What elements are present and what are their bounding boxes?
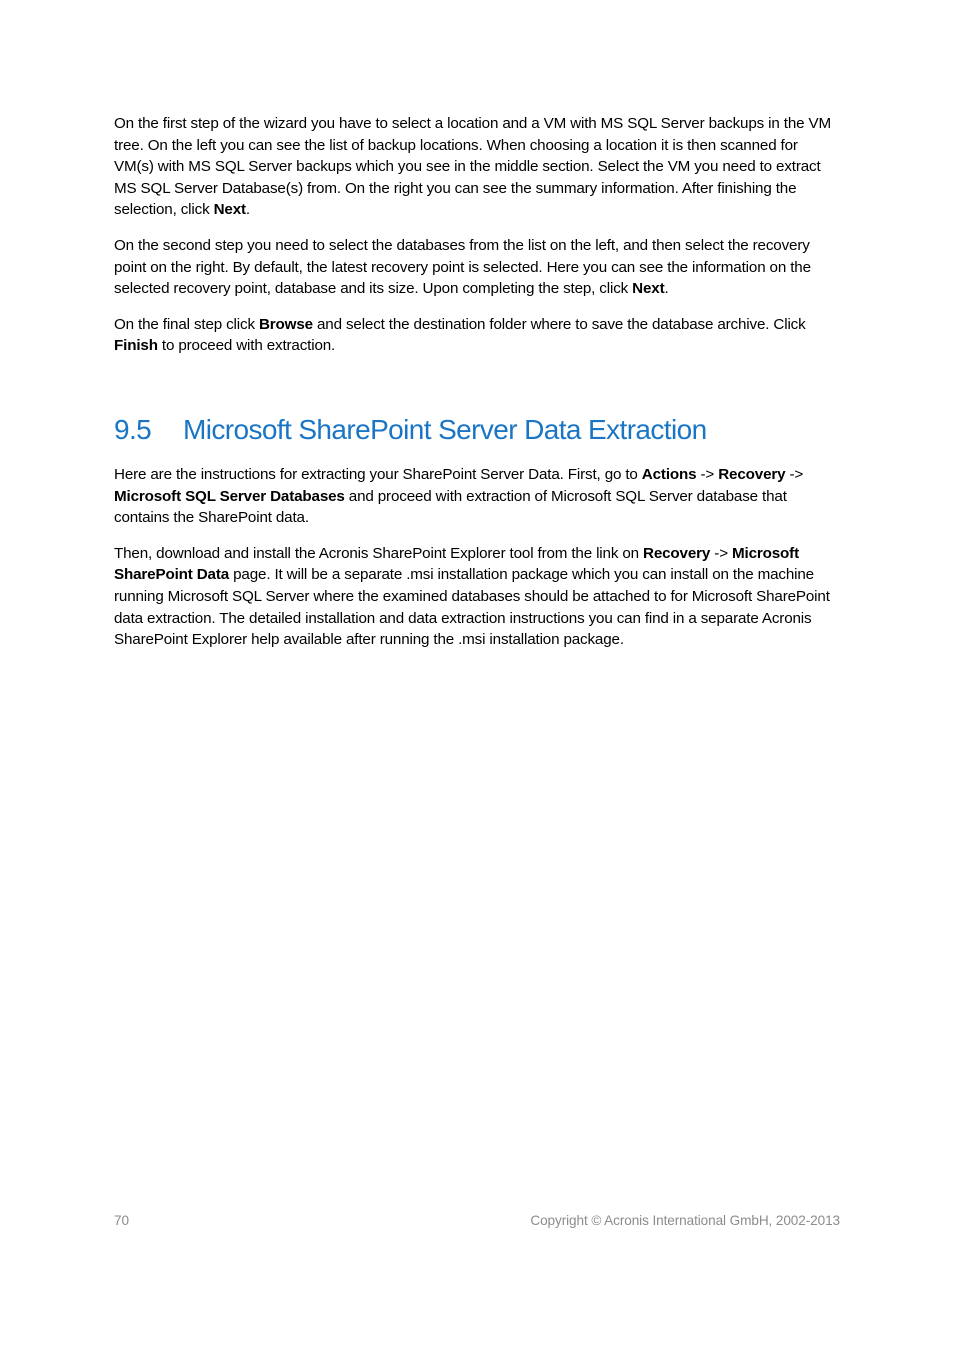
text-run: On the final step click: [114, 315, 259, 333]
text-run: and select the destination folder where to save the database archive. Click: [312, 315, 806, 333]
paragraph-wizard-final-step: [114, 314, 836, 357]
paragraph-wizard-step-1: [114, 113, 836, 221]
text-run: and proceed with extraction of Microsoft SQL Server database that contains the SharePoint data.: [114, 487, 787, 527]
section-title: Microsoft SharePoint Server Data Extraction: [183, 413, 707, 445]
text-run: to proceed with extraction.: [157, 337, 336, 355]
bold-browse: Browse: [258, 315, 313, 333]
text-run: Here are the instructions for extracting your SharePoint Server Data. First, go to: [114, 465, 642, 483]
bold-finish: Finish: [114, 337, 158, 355]
page-number: 70: [114, 1213, 130, 1228]
text-run: page. It will be a separate .msi installation package which you can install on the machine running Microsoft SQL Server where the examined databases should be attached to for Microsoft SharePoint data extraction. The detailed installation and data extraction instructions you can find in a separate Acronis SharePoint Explorer help available after running the .msi installation package.: [114, 566, 830, 649]
bold-sharepoint-data: Microsoft SharePoint Data: [114, 544, 799, 584]
page-content: [114, 113, 836, 665]
paragraph-sharepoint-intro: [114, 464, 836, 529]
paragraph-wizard-step-2: [114, 235, 836, 300]
section-number: 9.5: [114, 413, 152, 445]
bold-mssql-databases: Microsoft SQL Server Databases: [114, 487, 345, 505]
section-heading: [114, 410, 836, 450]
bold-recovery: Recovery: [718, 465, 786, 483]
text-run: .: [245, 201, 250, 219]
text-run: ->: [710, 544, 732, 562]
text-run: On the second step you need to select the databases from the list on the left, and then select the recovery point on the right. By default, the latest recovery point is selected. Here you can see the information on the selected recovery point, database and its size. Upon completing the step, click: [114, 236, 811, 298]
text-run: ->: [785, 465, 804, 483]
bold-recovery: Recovery: [643, 544, 711, 562]
text-run: On the first step of the wizard you have to select a location and a VM with MS SQL Server backups in the VM tree. On the left you can see the list of backup locations. When choosing a location it is then scanned for VM(s) with MS SQL Server backups which you see in the middle section. Select the VM you need to extract MS SQL Server Database(s) from. On the right you can see the summary information. After finishing the selection, click: [114, 115, 831, 219]
bold-actions: Actions: [641, 465, 697, 483]
text-run: Then, download and install the Acronis SharePoint Explorer tool from the link on: [114, 544, 644, 562]
text-run: ->: [696, 465, 719, 483]
text-run: .: [664, 280, 669, 298]
copyright-notice: Copyright © Acronis International GmbH, 2002-2013: [530, 1213, 840, 1228]
paragraph-sharepoint-explorer: [114, 543, 836, 651]
bold-next: Next: [632, 280, 665, 298]
bold-next: Next: [213, 201, 246, 219]
